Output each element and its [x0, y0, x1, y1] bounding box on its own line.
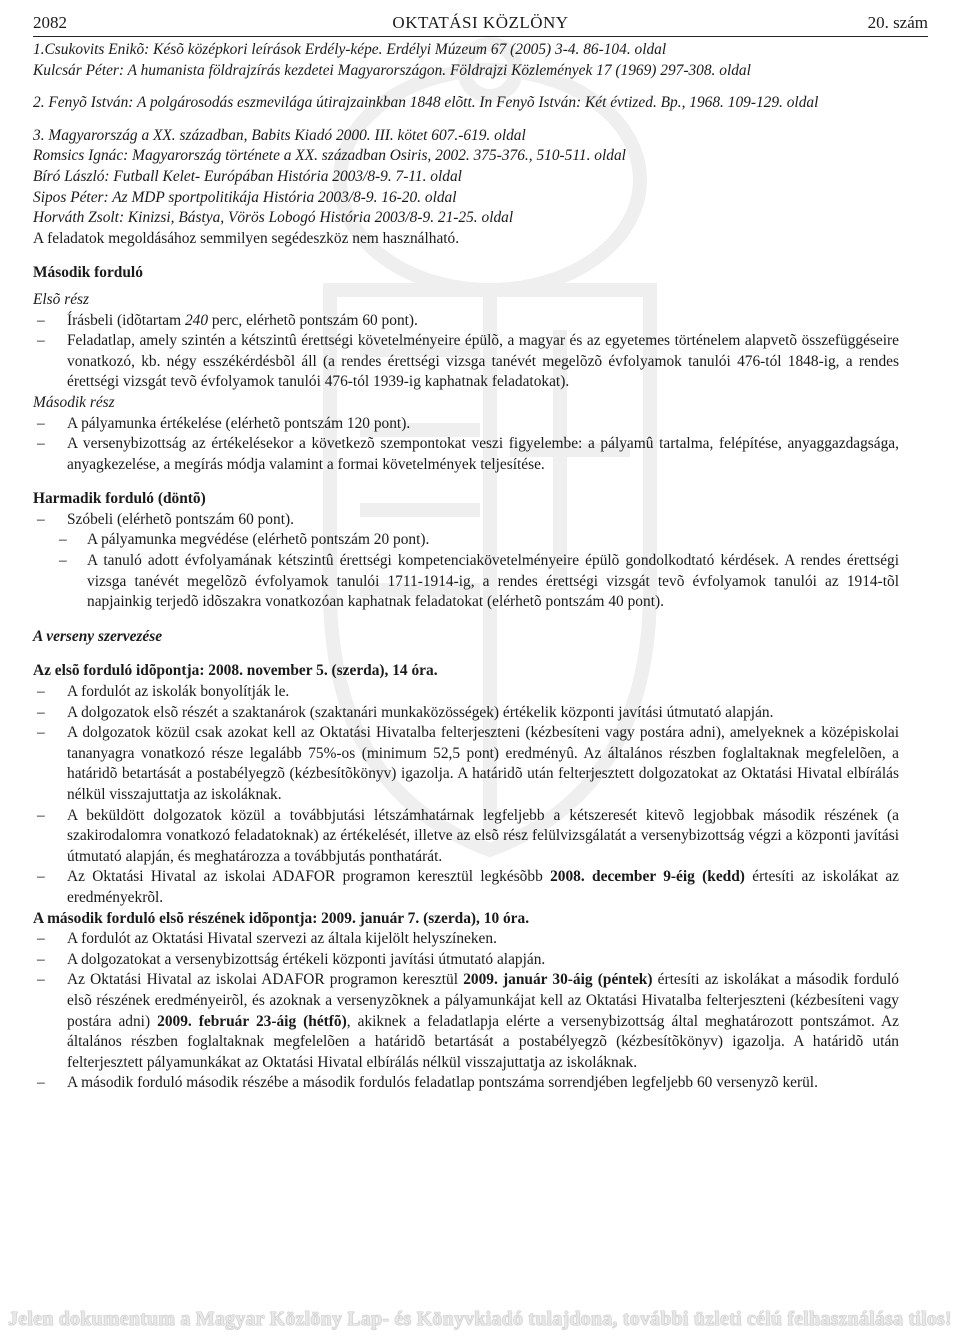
round2-title: Második forduló [33, 264, 143, 282]
reference-item: 3. Magyarország a XX. században, Babits Kiadó 2000. III. kötet 607.-619. oldal [33, 126, 526, 144]
second-round-item [33, 970, 899, 1073]
first-round-item: – A fordulót az iskolák bonyolítják le. [33, 682, 899, 703]
round3-subitem: – A pályamunka megvédése (elérhetõ pontszám 20 pont). [33, 530, 899, 551]
reference-item: 2. Fenyõ István: A polgárosodás eszmevilága útirajzainkban 1848 elõtt. In Fenyõ István: Két évtized. Bp., 1968. 109-129. oldal [33, 94, 819, 112]
organization-title: A verseny szervezése [33, 627, 163, 645]
reference-item: Horváth Zsolt: Kinizsi, Bástya, Vörös Lobogó História 2003/8-9. 21-25. oldal [33, 209, 514, 227]
text-segment: Az Oktatási Hivatal az iskolai ADAFOR programon keresztül [67, 971, 464, 989]
round2-part2-item: – A versenybizottság az értékelésekor a következõ szempontokat veszi figyelembe: a pályamû tartalma, felépítése, anyaggazdagsága, anyagkezelése, a megírás módja valamint a formai követelmények teljesítése. [33, 434, 899, 475]
second-round-item: – A fordulót az Oktatási Hivatal szervezi az általa kijelölt helyszíneken. [33, 929, 899, 950]
duration-value: 240 [184, 311, 209, 329]
text-segment: perc, elérhetõ pontszám 60 pont). [208, 311, 418, 329]
reference-item: Sipos Péter: Az MDP sportpolitikája História 2003/8-9. 16-20. oldal [33, 188, 457, 206]
deadline-date: 2008. december 9-éig (kedd) [550, 868, 745, 886]
text-segment: , akiknek a feladatlapja elérte a versenybizottság által meghatározott pontszámot. Az általános részben foglaltaknak megfelelõen a határidõ betartását a postabélyegzõ (kézbesítõkönyv) igazolja. A határidõ után felterjesztett pályamunkákat az Oktatási Hivatal elbírálás nélkül visszajuttatja az iskoláknak. [67, 1012, 899, 1071]
reference-item: Bíró László: Futball Kelet- Európában História 2003/8-9. 7-11. oldal [33, 167, 462, 185]
second-round-date: A második forduló elsõ részének idõpontja: 2009. január 7. (szerda), 10 óra. [33, 909, 530, 927]
deadline-date: 2009. január 30-áig (péntek) [463, 971, 653, 989]
deadline-date: 2009. február 23-áig (hétfõ) [157, 1012, 347, 1030]
round3-subitem: – A tanuló adott évfolyamának kétszintû érettségi kompetenciakövetelményeire épülõ gondolkodtató kérdések. A rendes érettségi vizsga tanévét megelõzõ évfolyamok tanulói 1711-1914-ig, a rendes érettségi vizsgát tevõ évfolyamok tanulói az 1914-tõl napjainkig terjedõ idõszakra vonatkozóan kaphatnak feladatokat (elérhetõ pontszám 40 pont). [33, 551, 899, 613]
first-round-date: Az elsõ forduló idõpontja: 2008. november 5. (szerda), 14 óra. [33, 662, 438, 680]
reference-list [33, 40, 899, 229]
page-content [33, 40, 899, 1094]
first-round-item [33, 867, 899, 908]
round2-part1-title: Elsõ rész [33, 290, 90, 308]
no-tools-note: A feladatok megoldásához semmilyen segédeszköz nem használható. [33, 229, 460, 247]
journal-title: OKTATÁSI KÖZLÖNY [392, 13, 569, 32]
reference-item: Romsics Ignác: Magyarország története a XX. században Osiris, 2002. 375-376., 510-511. oldal [33, 147, 626, 165]
second-round-item: – A dolgozatokat a versenybizottság értékeli központi javítási útmutató alapján. [33, 950, 899, 971]
issue-number: 20. szám [867, 13, 928, 32]
reference-item: Kulcsár Péter: A humanista földrajzírás kezdetei Magyarországon. Földrajzi Közlemények 17 (1969) 297-308. oldal [33, 61, 751, 79]
round2-part2-title: Második rész [33, 393, 115, 411]
text-segment: értesíti az iskolákat a második forduló elsõ részének eredményeirõl, és azoknak a versenyzõknek a pályamunkájat kell az Oktatási Hivatalba felterjeszteni (kézbesíteni vagy postára adni) [67, 971, 899, 1030]
text-segment: Írásbeli (idõtartam [67, 311, 185, 329]
page-header [33, 12, 928, 37]
round3-item: – Szóbeli (elérhetõ pontszám 60 pont). [33, 510, 899, 531]
copyright-footer: Jelen dokumentum a Magyar Közlöny Lap- és Könyvkiadó tulajdona, további üzleti célú felhasználása tilos! [0, 1304, 960, 1334]
round2-part1-item: – Feladatlap, amely szintén a kétszintû érettségi követelményeire épülõ, a magyar és az egyetemes történelem alapvetõ összefüggéseire vonatkozó, kb. négy esszékérdésbõl áll (a rendes érettségi vizsga tanévét megelõzõ évfolyamok tanulói 476-tól 1848-ig, a rendes érettségi vizsgát tevõ évfolyamok tanulói 476-tól 1939-ig kaphatnak feladatokat). [33, 331, 899, 393]
first-round-item: – A dolgozatok közül csak azokat kell az Oktatási Hivatalba felterjeszteni (kézbesíteni vagy postára adni), amelyeknek a középiskolai tananyagra vonatkozó része legalább 75%-os (minimum 52,5 pont) eredményû. Az általános részben foglaltaknak megfelelõen, a határidõ betartását a postabélyegzõ (kézbesítõkönyv) igazolja. A határidõ után felterjesztett dolgozatokat az Oktatási Hivatal elbírálás nélkül visszajuttatja az iskoláknak. [33, 723, 899, 805]
text-segment: értesíti az iskolákat az eredményekrõl. [67, 868, 899, 906]
first-round-item: – A beküldött dolgozatok közül a továbbjutási létszámhatárnak legfeljebb a kétszeresét kitevõ legjobbak második részének (a szakirodalomra vonatkozó feladatoknak) az értékelését, illetve az elsõ rész felülvizsgálatát a versenybizottság végzi a központi javítási útmutató alapján, és meghatározza a továbbjutás ponthatárát. [33, 806, 899, 868]
round2-part1-item [33, 311, 899, 332]
second-round-item: – A második forduló második részébe a második fordulós feladatlap pontszáma sorrendjében legfeljebb 60 versenyzõ kerül. [33, 1073, 899, 1094]
page-number: 2082 [33, 13, 67, 32]
reference-item: 1.Csukovits Enikõ: Késõ középkori leírások Erdély-képe. Erdélyi Múzeum 67 (2005) 3-4. 86-104. oldal [33, 41, 667, 58]
text-segment: Az Oktatási Hivatal az iskolai ADAFOR programon keresztül legkésõbb [67, 868, 551, 886]
first-round-item: – A dolgozatok elsõ részét a szaktanárok (szaktanári munkaközösségek) értékelik központi javítási útmutató alapján. [33, 703, 899, 724]
round3-title: Harmadik forduló (döntõ) [33, 490, 206, 508]
round2-part2-item: – A pályamunka értékelése (elérhetõ pontszám 120 pont). [33, 414, 899, 435]
